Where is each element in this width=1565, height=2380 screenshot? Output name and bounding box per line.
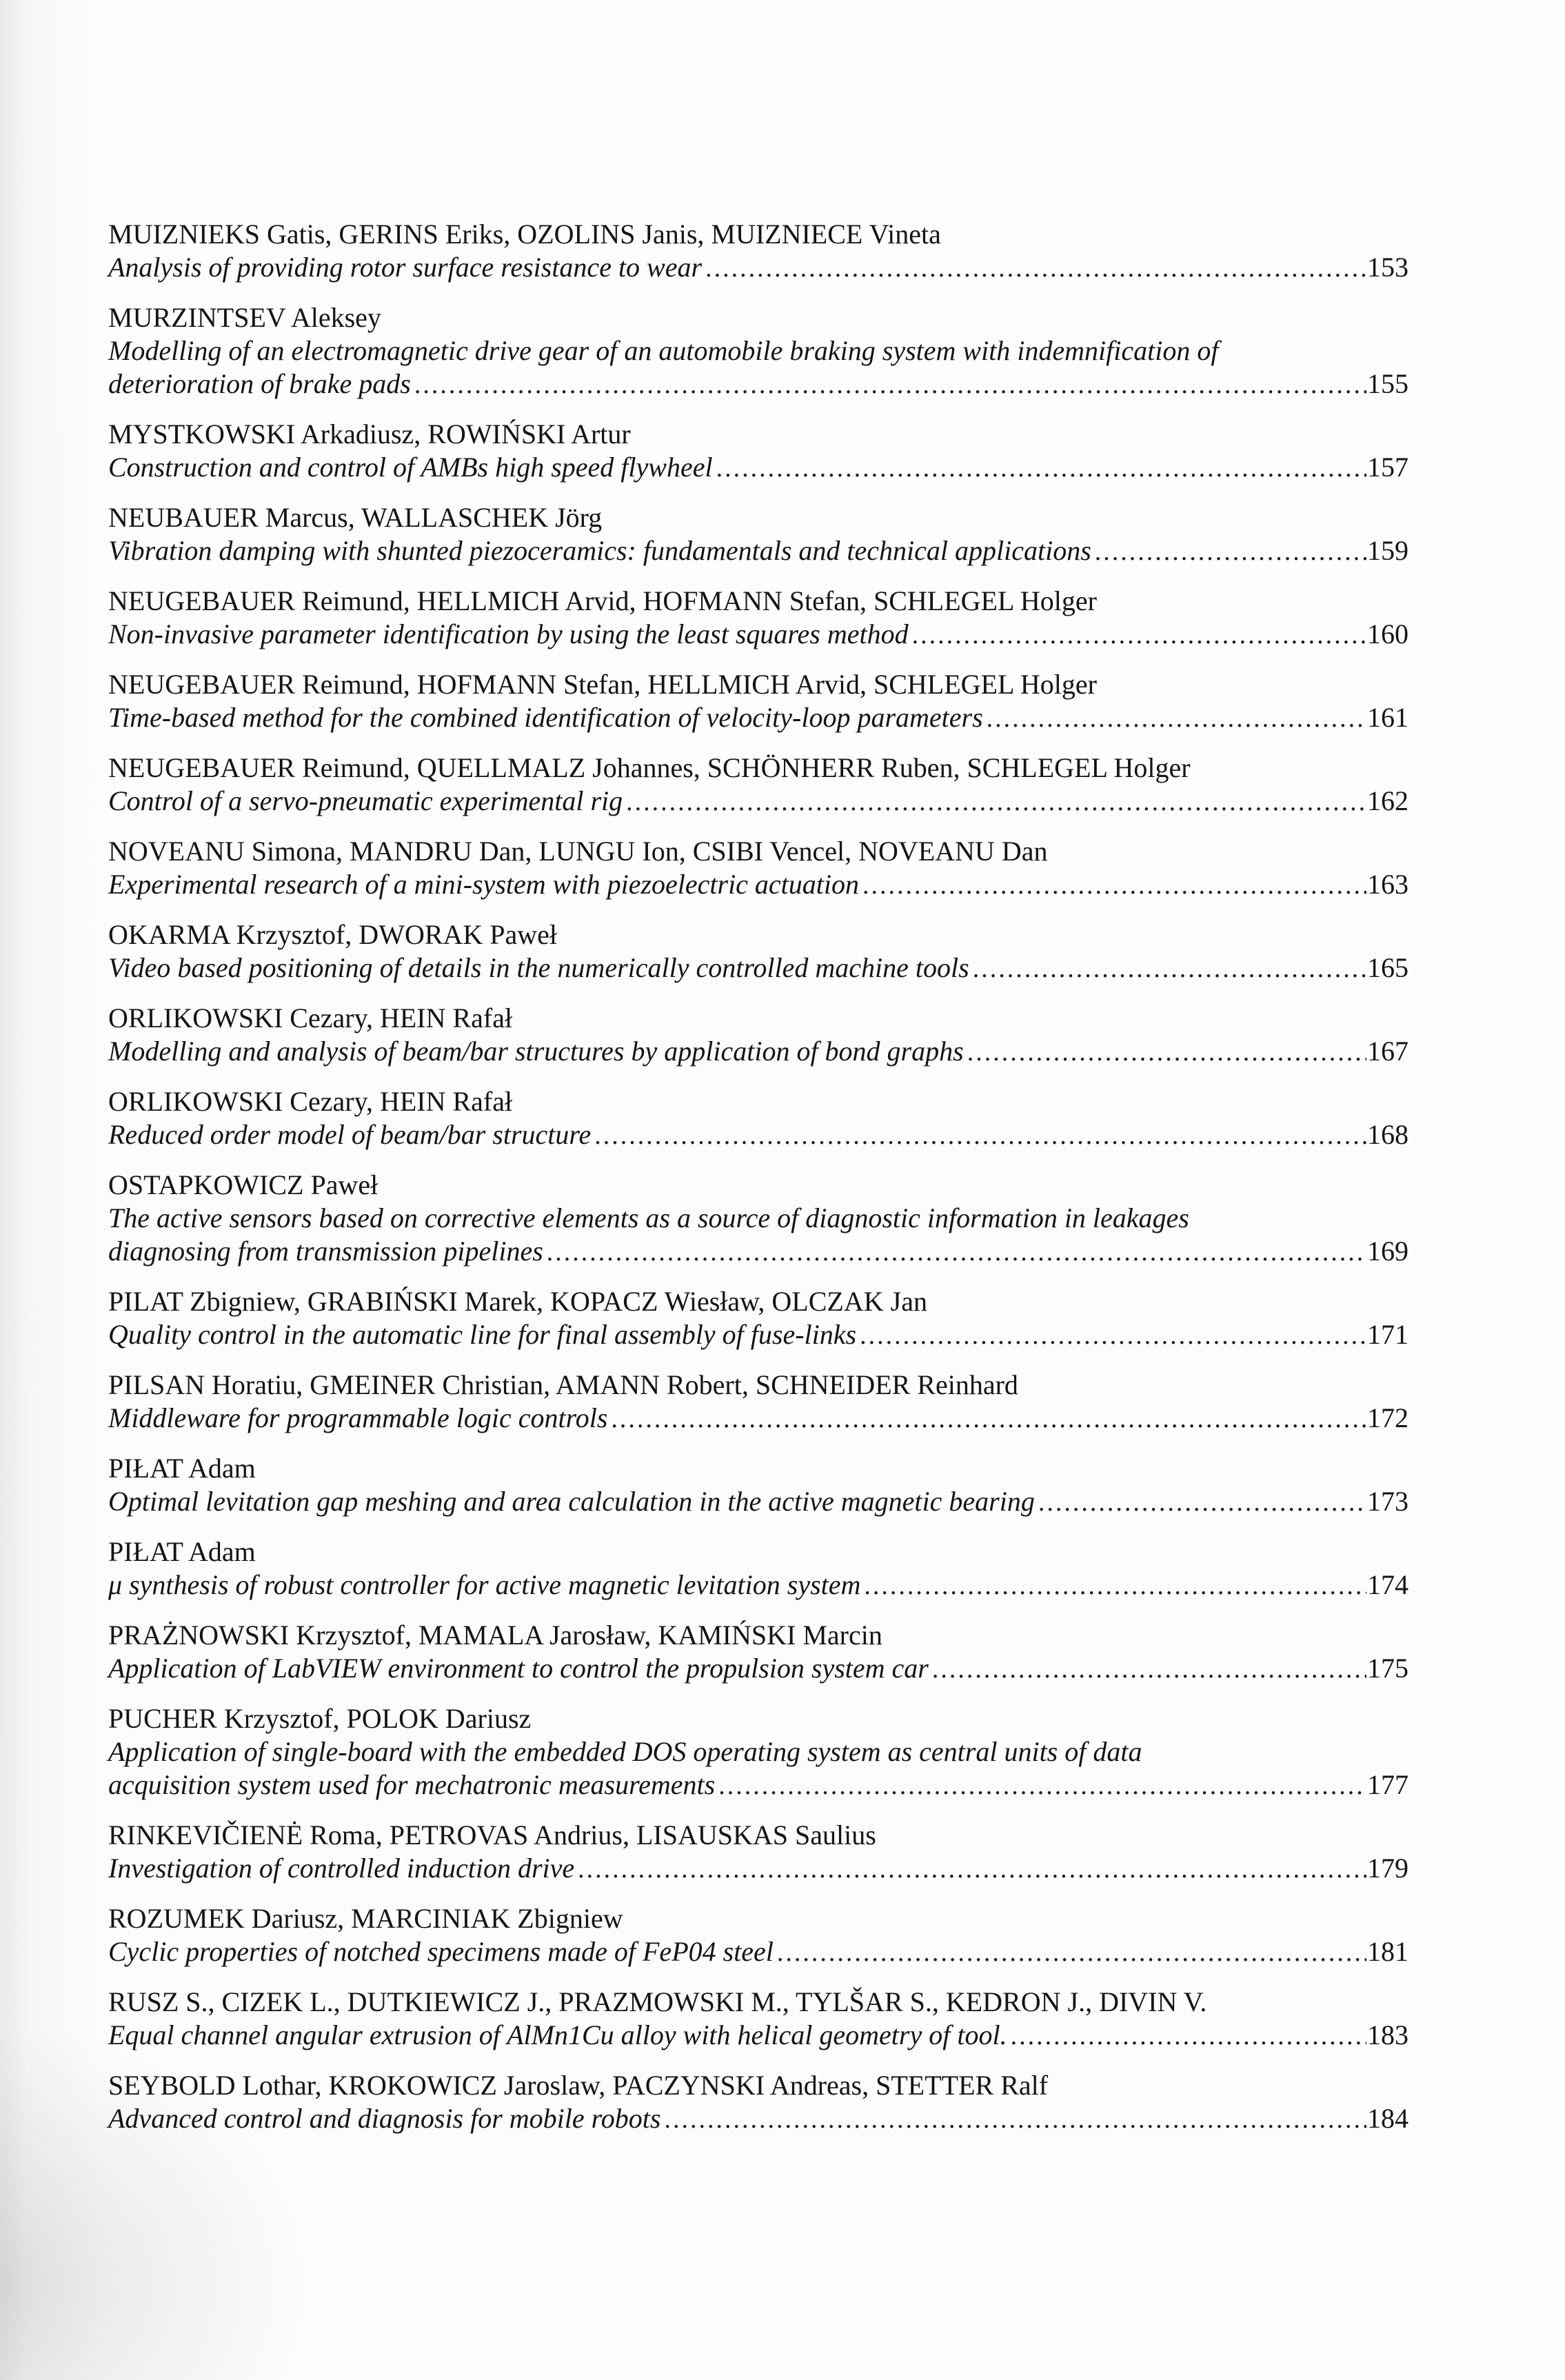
dot-leader bbox=[626, 785, 1366, 818]
entry-page-number: 169 bbox=[1367, 1236, 1408, 1267]
entry-title: Modelling and analysis of beam/bar structures by application of bond graphs bbox=[108, 1036, 964, 1067]
entry-title: Investigation of controlled induction drive bbox=[108, 1853, 575, 1884]
entry-page-number: 177 bbox=[1367, 1769, 1408, 1800]
toc-entry bbox=[108, 585, 1408, 652]
entry-title-row bbox=[108, 451, 1408, 485]
dot-leader bbox=[1095, 534, 1366, 568]
entry-authors: SEYBOLD Lothar, KROKOWICZ Jaroslaw, PACZYNSKI Andreas, STETTER Ralf bbox=[108, 2070, 1049, 2101]
entry-title: acquisition system used for mechatronic measurements bbox=[108, 1769, 716, 1800]
entry-authors: NEUGEBAUER Reimund, QUELLMALZ Johannes, SCHÖNHERR Ruben, SCHLEGEL Holger bbox=[108, 752, 1191, 783]
entry-authors: OKARMA Krzysztof, DWORAK Paweł bbox=[108, 919, 558, 950]
dot-leader bbox=[547, 1235, 1366, 1269]
entry-title-row bbox=[108, 1485, 1408, 1519]
entry-title-row bbox=[108, 1852, 1408, 1886]
dot-leader bbox=[912, 618, 1366, 652]
entry-title-row bbox=[108, 1935, 1408, 1969]
entry-title: Quality control in the automatic line for final assembly of fuse-links bbox=[108, 1319, 857, 1350]
entry-title-row bbox=[108, 2019, 1408, 2053]
entry-authors: PIŁAT Adam bbox=[108, 1453, 256, 1484]
dot-leader bbox=[1011, 2019, 1366, 2053]
toc-entry bbox=[108, 1819, 1408, 1886]
toc-entry bbox=[108, 2069, 1408, 2136]
toc-entry bbox=[108, 418, 1408, 485]
entry-title-row bbox=[108, 701, 1408, 735]
dot-leader bbox=[716, 451, 1366, 485]
entry-title: diagnosing from transmission pipelines bbox=[108, 1236, 543, 1267]
entry-title: Cyclic properties of notched specimens made of FeP04 steel bbox=[108, 1936, 774, 1967]
toc-entry bbox=[108, 1002, 1408, 1069]
entry-title-row bbox=[108, 1768, 1408, 1802]
entry-title: Non-invasive parameter identification by using the least squares method bbox=[108, 618, 909, 649]
dot-leader bbox=[414, 367, 1366, 401]
entry-authors: OSTAPKOWICZ Paweł bbox=[108, 1169, 378, 1200]
entry-title: Time-based method for the combined identification of velocity-loop parameters bbox=[108, 702, 983, 733]
entry-authors: ORLIKOWSKI Cezary, HEIN Rafał bbox=[108, 1002, 513, 1033]
entry-authors: PUCHER Krzysztof, POLOK Dariusz bbox=[108, 1703, 532, 1734]
dot-leader bbox=[578, 1852, 1366, 1886]
dot-leader bbox=[973, 951, 1366, 985]
entry-title: μ synthesis of robust controller for active magnetic levitation system bbox=[108, 1569, 861, 1600]
entry-page-number: 162 bbox=[1367, 785, 1408, 816]
entry-page-number: 163 bbox=[1367, 869, 1408, 900]
entry-title-row bbox=[108, 1569, 1408, 1602]
entry-page-number: 181 bbox=[1367, 1936, 1408, 1967]
entry-authors: MYSTKOWSKI Arkadiusz, ROWIŃSKI Artur bbox=[108, 418, 631, 450]
entry-page-number: 165 bbox=[1367, 952, 1408, 983]
entry-page-number: 155 bbox=[1367, 368, 1408, 399]
entry-page-number: 153 bbox=[1367, 252, 1408, 283]
entry-authors: NEUGEBAUER Reimund, HELLMICH Arvid, HOFMANN Stefan, SCHLEGEL Holger bbox=[108, 585, 1097, 616]
entry-authors: ROZUMEK Dariusz, MARCINIAK Zbigniew bbox=[108, 1903, 623, 1934]
dot-leader bbox=[664, 2102, 1366, 2136]
toc-entry bbox=[108, 1702, 1408, 1802]
entry-page-number: 173 bbox=[1367, 1486, 1408, 1517]
dot-leader bbox=[777, 1935, 1366, 1969]
entry-title-row bbox=[108, 868, 1408, 902]
entry-title-row bbox=[108, 1035, 1408, 1069]
entry-authors: NOVEANU Simona, MANDRU Dan, LUNGU Ion, CSIBI Vencel, NOVEANU Dan bbox=[108, 836, 1048, 867]
entry-title: Video based positioning of details in the numerically controlled machine tools bbox=[108, 952, 969, 983]
entry-title: Middleware for programmable logic controls bbox=[108, 1402, 608, 1433]
entry-title-row bbox=[108, 1652, 1408, 1686]
toc-entry bbox=[108, 1452, 1408, 1519]
entry-authors: PILSAN Horatiu, GMEINER Christian, AMANN Robert, SCHNEIDER Reinhard bbox=[108, 1369, 1018, 1400]
entry-title-row bbox=[108, 1235, 1408, 1269]
entry-page-number: 159 bbox=[1367, 535, 1408, 566]
dot-leader bbox=[705, 251, 1366, 285]
toc-entry bbox=[108, 1285, 1408, 1352]
toc-list bbox=[108, 218, 1408, 2152]
entry-title-row bbox=[108, 367, 1408, 401]
entry-page-number: 174 bbox=[1367, 1569, 1408, 1600]
entry-authors: PILAT Zbigniew, GRABIŃSKI Marek, KOPACZ Wiesław, OLCZAK Jan bbox=[108, 1286, 927, 1317]
dot-leader bbox=[862, 868, 1366, 902]
entry-page-number: 171 bbox=[1367, 1319, 1408, 1350]
entry-page-number: 167 bbox=[1367, 1036, 1408, 1067]
entry-title: Application of LabVIEW environment to control the propulsion system car bbox=[108, 1653, 929, 1684]
entry-title: Optimal levitation gap meshing and area calculation in the active magnetic bearing bbox=[108, 1486, 1035, 1517]
dot-leader bbox=[594, 1118, 1366, 1152]
entry-page-number: 168 bbox=[1367, 1119, 1408, 1150]
entry-authors: PIŁAT Adam bbox=[108, 1536, 256, 1567]
dot-leader bbox=[1038, 1485, 1366, 1519]
entry-title-row bbox=[108, 1402, 1408, 1435]
entry-title: Analysis of providing rotor surface resistance to wear bbox=[108, 252, 703, 283]
entry-page-number: 183 bbox=[1367, 2019, 1408, 2050]
entry-title-row bbox=[108, 951, 1408, 985]
entry-title-row bbox=[108, 785, 1408, 818]
dot-leader bbox=[967, 1035, 1366, 1069]
entry-authors: RUSZ S., CIZEK L., DUTKIEWICZ J., PRAZMOWSKI M., TYLŠAR S., KEDRON J., DIVIN V. bbox=[108, 1986, 1207, 2017]
toc-entry bbox=[108, 501, 1408, 568]
entry-title-line: Application of single-board with the embedded DOS operating system as central units of data bbox=[108, 1736, 1142, 1767]
entry-title: deterioration of brake pads bbox=[108, 368, 411, 399]
toc-entry bbox=[108, 1986, 1408, 2053]
entry-title-line: The active sensors based on corrective elements as a source of diagnostic information in leakages bbox=[108, 1202, 1189, 1233]
entry-title-row bbox=[108, 2102, 1408, 2136]
entry-title-row bbox=[108, 251, 1408, 285]
entry-page-number: 160 bbox=[1367, 618, 1408, 649]
toc-entry bbox=[108, 1169, 1408, 1269]
toc-entry bbox=[108, 668, 1408, 735]
entry-title-row bbox=[108, 618, 1408, 652]
entry-title: Experimental research of a mini-system with piezoelectric actuation bbox=[108, 869, 860, 900]
toc-entry bbox=[108, 1085, 1408, 1152]
entry-authors: RINKEVIČIENĖ Roma, PETROVAS Andrius, LISAUSKAS Saulius bbox=[108, 1819, 876, 1850]
entry-title-row bbox=[108, 534, 1408, 568]
entry-title: Advanced control and diagnosis for mobile robots bbox=[108, 2103, 661, 2134]
dot-leader bbox=[611, 1402, 1366, 1435]
entry-title-row bbox=[108, 1118, 1408, 1152]
entry-authors: PRAŻNOWSKI Krzysztof, MAMALA Jarosław, KAMIŃSKI Marcin bbox=[108, 1620, 882, 1651]
entry-page-number: 172 bbox=[1367, 1402, 1408, 1433]
entry-page-number: 179 bbox=[1367, 1853, 1408, 1884]
entry-authors: ORLIKOWSKI Cezary, HEIN Rafał bbox=[108, 1086, 513, 1117]
entry-page-number: 175 bbox=[1367, 1653, 1408, 1684]
entry-title-row bbox=[108, 1318, 1408, 1352]
entry-authors: NEUGEBAUER Reimund, HOFMANN Stefan, HELLMICH Arvid, SCHLEGEL Holger bbox=[108, 669, 1097, 700]
toc-entry bbox=[108, 1902, 1408, 1969]
entry-title: Control of a servo-pneumatic experimental rig bbox=[108, 785, 623, 816]
toc-entry bbox=[108, 1619, 1408, 1686]
toc-entry bbox=[108, 918, 1408, 985]
entry-title: Vibration damping with shunted piezoceramics: fundamentals and technical applications bbox=[108, 535, 1091, 566]
entry-authors: NEUBAUER Marcus, WALLASCHEK Jörg bbox=[108, 502, 603, 533]
entry-title: Equal channel angular extrusion of AlMn1Cu alloy with helical geometry of tool. bbox=[108, 2019, 1007, 2050]
toc-entry bbox=[108, 1535, 1408, 1602]
toc-entry bbox=[108, 218, 1408, 285]
toc-entry bbox=[108, 835, 1408, 902]
entry-page-number: 161 bbox=[1367, 702, 1408, 733]
entry-page-number: 184 bbox=[1367, 2103, 1408, 2134]
dot-leader bbox=[860, 1318, 1366, 1352]
toc-entry bbox=[108, 1369, 1408, 1435]
entry-authors: MURZINTSEV Aleksey bbox=[108, 302, 381, 333]
entry-title: Reduced order model of beam/bar structure bbox=[108, 1119, 592, 1150]
entry-title-line: Modelling of an electromagnetic drive gear of an automobile braking system with indemnification of bbox=[108, 335, 1219, 366]
entry-title: Construction and control of AMBs high speed flywheel bbox=[108, 452, 713, 483]
entry-page-number: 157 bbox=[1367, 452, 1408, 483]
dot-leader bbox=[987, 701, 1366, 735]
dot-leader bbox=[718, 1768, 1366, 1802]
dot-leader bbox=[932, 1652, 1366, 1686]
toc-entry bbox=[108, 752, 1408, 818]
dot-leader bbox=[864, 1569, 1366, 1602]
entry-authors: MUIZNIEKS Gatis, GERINS Eriks, OZOLINS Janis, MUIZNIECE Vineta bbox=[108, 219, 941, 250]
toc-entry bbox=[108, 301, 1408, 401]
